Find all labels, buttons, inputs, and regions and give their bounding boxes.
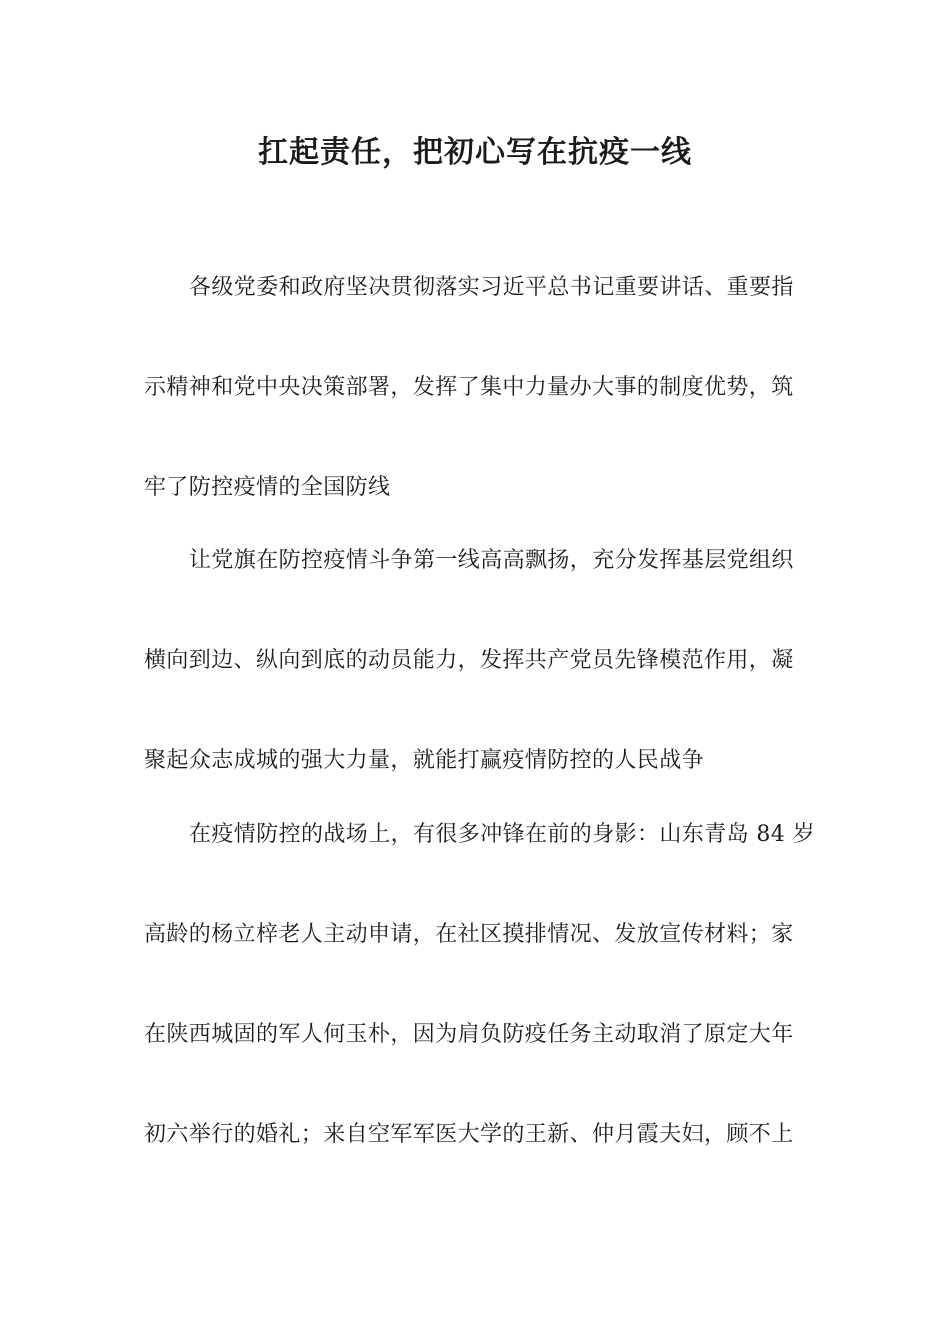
paragraph-3-line-4: 初六举行的婚礼；来自空军军医大学的王新、仲月霞夫妇，顾不上 xyxy=(144,1122,794,1147)
paragraph-3-line-2: 高龄的杨立梓老人主动申请，在社区摸排情况、发放宣传材料；家 xyxy=(144,922,794,947)
paragraph-1-line-1: 各级党委和政府坚决贯彻落实习近平总书记重要讲话、重要指 xyxy=(189,275,794,300)
paragraph-2-line-3: 聚起众志成城的强大力量，就能打赢疫情防控的人民战争 xyxy=(144,748,705,773)
paragraph-3-line-3: 在陕西城固的军人何玉朴，因为肩负防疫任务主动取消了原定大年 xyxy=(144,1022,794,1047)
paragraph-2-line-2: 横向到边、纵向到底的动员能力，发挥共产党员先锋模范作用，凝 xyxy=(144,648,794,673)
paragraph-1-line-3: 牢了防控疫情的全国防线 xyxy=(144,475,391,500)
paragraph-3-line-1: 在疫情防控的战场上，有很多冲锋在前的身影：山东青岛 84 岁 xyxy=(189,822,815,847)
paragraph-2-line-1: 让党旗在防控疫情斗争第一线高高飘扬，充分发挥基层党组织 xyxy=(189,548,794,573)
paragraph-1-line-2: 示精神和党中央决策部署，发挥了集中力量办大事的制度优势，筑 xyxy=(144,375,794,400)
document-title: 扛起责任，把初心写在抗疫一线 xyxy=(258,135,692,170)
